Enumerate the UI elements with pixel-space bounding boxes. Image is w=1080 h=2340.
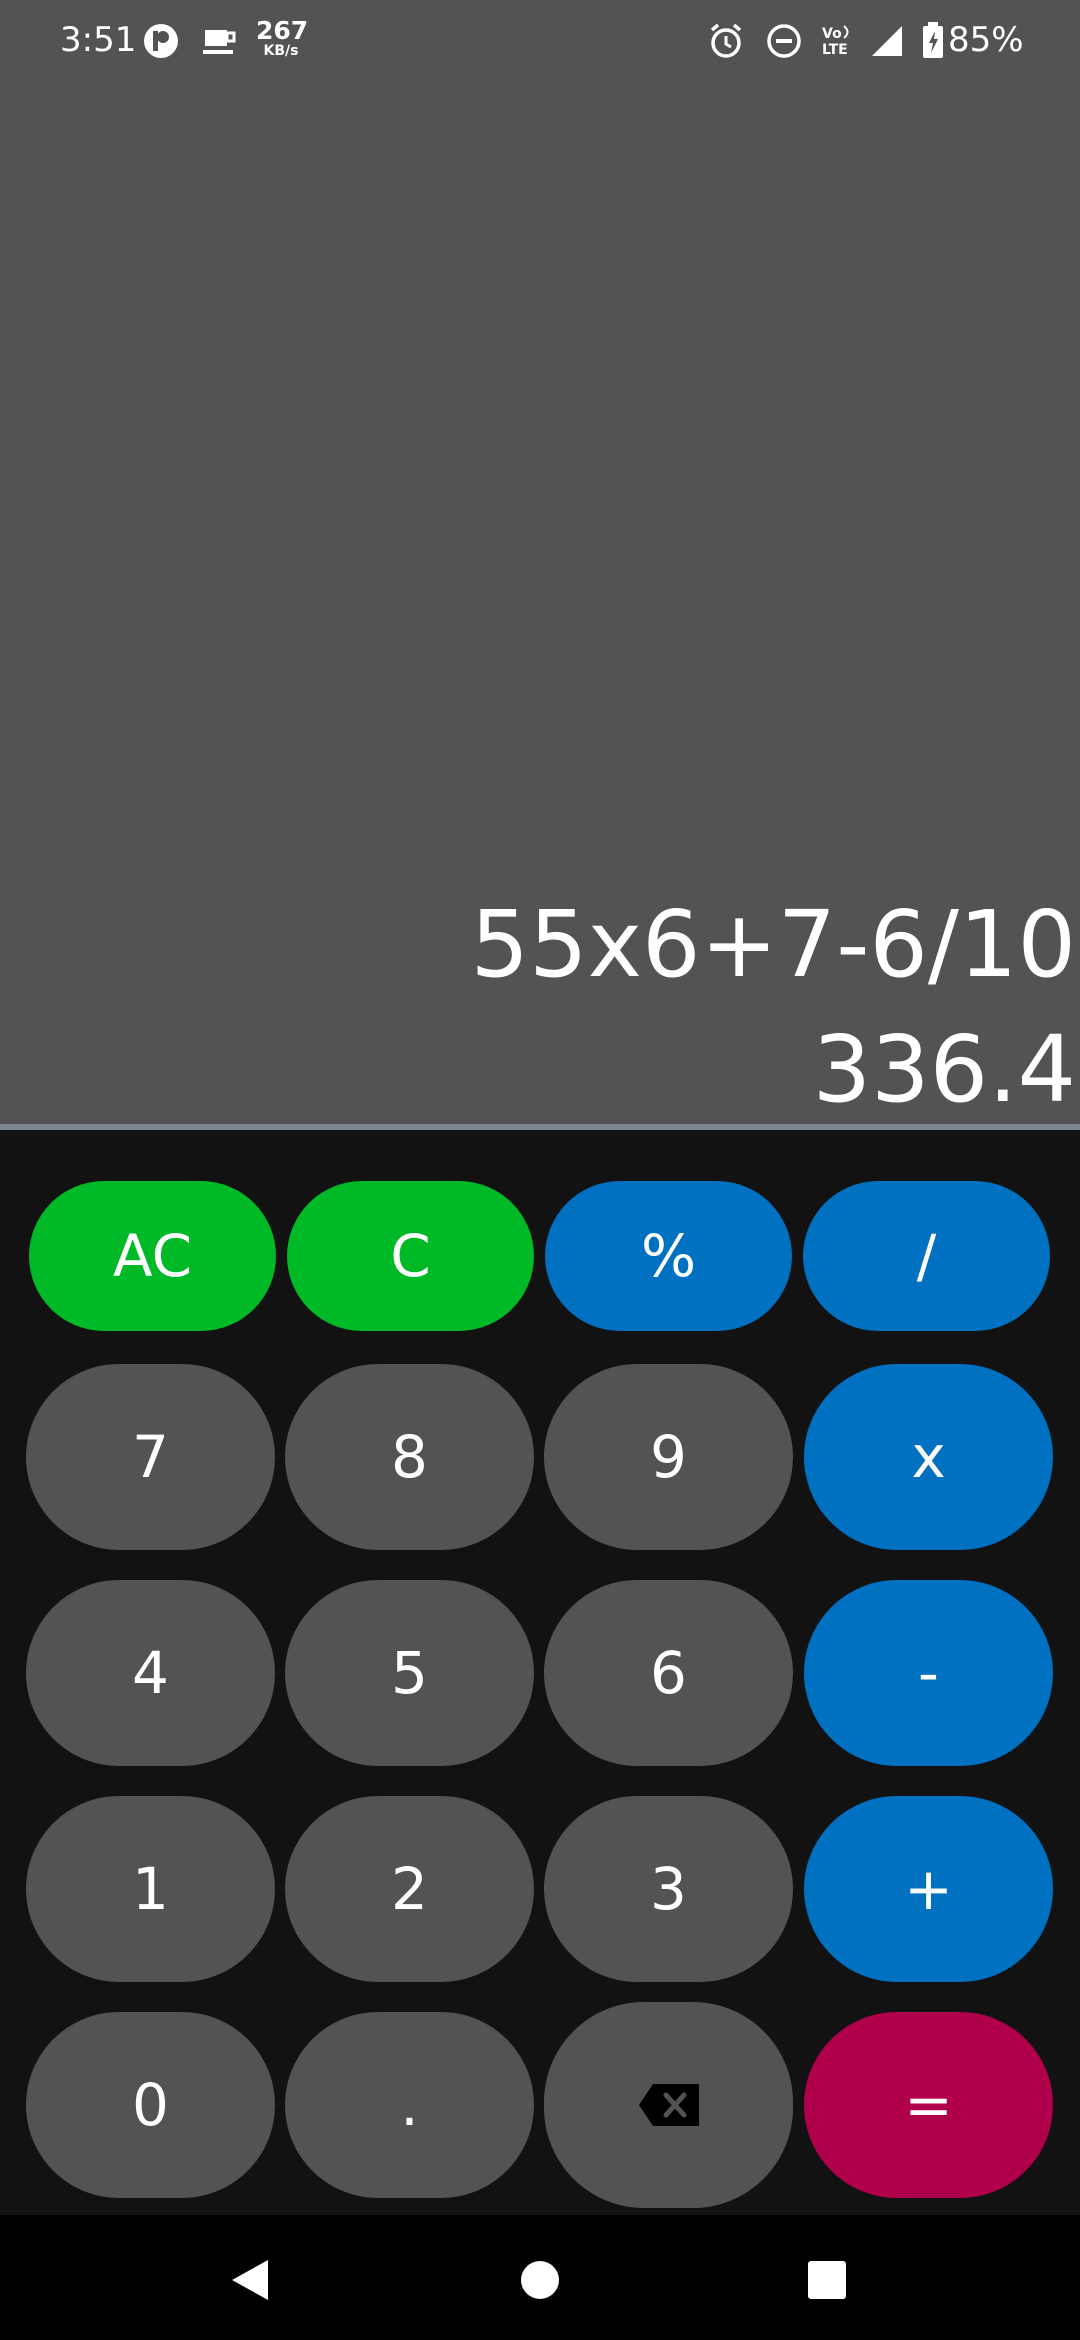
volte-text-top: Vo	[822, 26, 842, 42]
status-bar	[0, 0, 1080, 84]
expression-text: 55x6+7-6/10	[470, 891, 1076, 998]
digit-4-button[interactable]: 4	[26, 1580, 275, 1766]
digit-0-button[interactable]: 0	[26, 2012, 275, 2198]
minus-button[interactable]: -	[804, 1580, 1053, 1766]
digit-9-button[interactable]: 9	[544, 1364, 793, 1550]
network-speed-unit: KB/s	[263, 43, 299, 59]
result-text: 336.4	[812, 1016, 1076, 1123]
digit-3-button[interactable]: 3	[544, 1796, 793, 1982]
volte-text-bottom: LTE	[822, 42, 848, 58]
coffee-icon	[200, 20, 240, 62]
digit-1-button[interactable]: 1	[26, 1796, 275, 1982]
clear-button[interactable]: C	[287, 1181, 534, 1331]
percent-button[interactable]: %	[545, 1181, 792, 1331]
volte-icon	[818, 20, 858, 62]
signal-icon	[870, 20, 906, 62]
network-speed-value: 267	[256, 16, 309, 45]
backspace-icon	[637, 2082, 701, 2128]
nav-home-button[interactable]	[495, 2235, 585, 2325]
brand-p-icon	[142, 20, 180, 62]
back-icon	[228, 2256, 272, 2304]
nav-back-button[interactable]	[205, 2235, 295, 2325]
decimal-point-button[interactable]: .	[285, 2012, 534, 2198]
digit-6-button[interactable]: 6	[544, 1580, 793, 1766]
keypad	[0, 1130, 1080, 2215]
nav-recents-button[interactable]	[782, 2235, 872, 2325]
navigation-bar	[0, 2215, 1080, 2340]
multiply-button[interactable]: x	[804, 1364, 1053, 1550]
divide-button[interactable]: /	[803, 1181, 1050, 1331]
home-icon	[518, 2258, 562, 2302]
equals-button[interactable]: =	[804, 2012, 1053, 2198]
alarm-icon	[706, 20, 746, 62]
digit-8-button[interactable]: 8	[285, 1364, 534, 1550]
backspace-button[interactable]	[544, 2002, 793, 2208]
battery-percent: 85%	[948, 20, 1024, 60]
plus-button[interactable]: +	[804, 1796, 1053, 1982]
digit-7-button[interactable]: 7	[26, 1364, 275, 1550]
all-clear-button[interactable]: AC	[29, 1181, 276, 1331]
battery-icon	[920, 20, 946, 62]
digit-2-button[interactable]: 2	[285, 1796, 534, 1982]
calculator-display	[0, 84, 1080, 1124]
recents-icon	[806, 2259, 848, 2301]
digit-5-button[interactable]: 5	[285, 1580, 534, 1766]
network-speed	[256, 16, 309, 59]
status-time: 3:51	[60, 20, 137, 60]
dnd-icon	[764, 20, 804, 62]
